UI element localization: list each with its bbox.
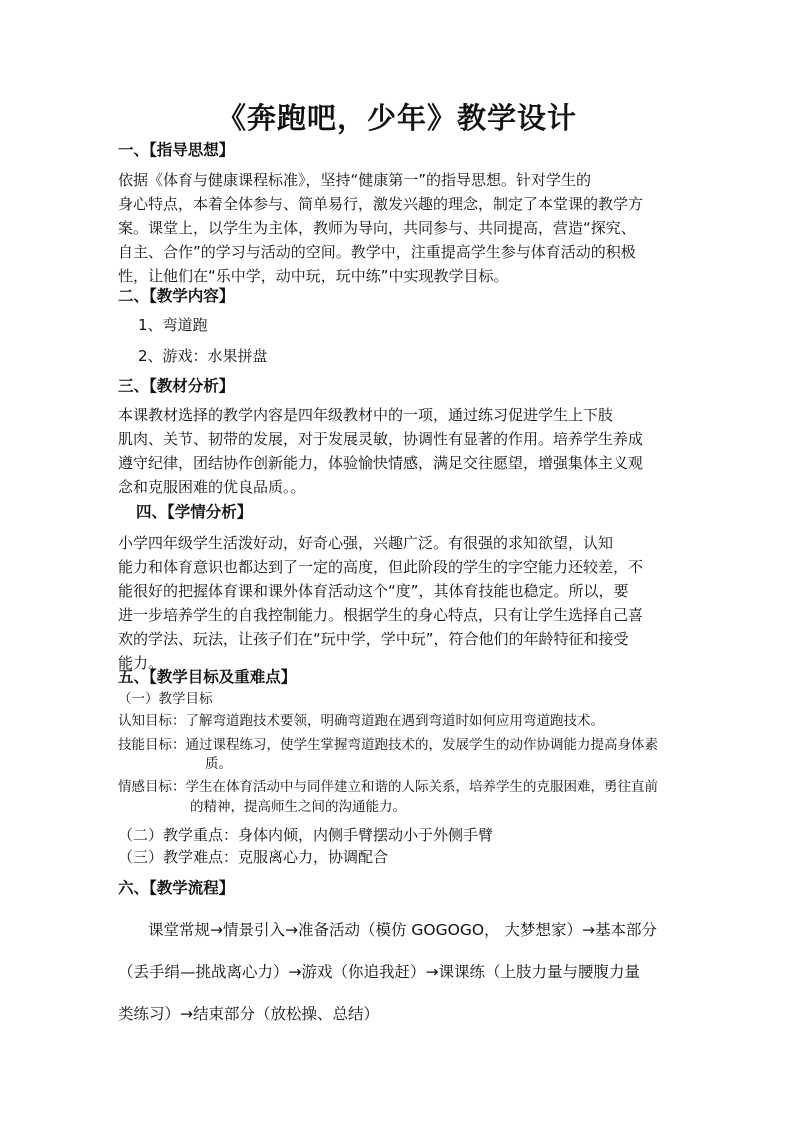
section-heading-guiding-ideology: 一、【指导思想】 (118, 141, 235, 159)
learner-analysis-paragraph (118, 531, 678, 675)
skill-goal-continued: 质。 (205, 756, 232, 772)
section-heading-objectives: 五、【教学目标及重难点】 (118, 668, 297, 686)
teaching-difficulty: （三）教学难点：克服离心力，协调配合 (118, 848, 389, 866)
section-heading-teaching-process: 六、【教学流程】 (118, 879, 235, 897)
section-heading-material-analysis: 三、【教材分析】 (118, 377, 235, 395)
section-heading-learner-analysis: 四、【学情分析】 (136, 503, 253, 521)
paragraph-line: 肌肉、关节、韧带的发展，对于发展灵敏，协调性有显著的作用。培养学生养成 (118, 430, 644, 448)
process-line: （丢手绢—挑战离心力）→游戏（你追我赶）→课课练（上肢力量与腰腹力量 (118, 963, 640, 981)
emotional-goal: 情感目标：学生在体育活动中与同伴建立和谐的人际关系，培养学生的克服困难，勇往直前 (118, 779, 658, 795)
paragraph-line: 依据《体育与健康课程标准》，坚持“健康第一”的指导思想。针对学生的 (118, 171, 592, 189)
process-line: 课堂常规→情景引入→准备活动（模仿 GOGOGO， 大梦想家）→基本部分 (148, 921, 657, 939)
emotional-goal-continued: 的精神，提高师生之间的沟通能力。 (190, 799, 406, 815)
cognitive-goal: 认知目标：了解弯道跑技术要领，明确弯道跑在遇到弯道时如何应用弯道跑技术。 (118, 713, 604, 729)
paragraph-line: 能力和体育意识也都达到了一定的高度，但此阶段的学生的字空能力还较差，不 (118, 558, 644, 576)
paragraph-line: 小学四年级学生活泼好动，好奇心强，兴趣广泛。有很强的求知欲望，认知 (118, 534, 614, 552)
objectives-subheading: （一）教学目标 (118, 691, 213, 707)
paragraph-line: 自主、合作”的学习与活动的空间。教学中，注重提高学生参与体育活动的积极 (118, 243, 636, 261)
paragraph-line: 念和克服困难的优良品质。。 (118, 478, 306, 496)
document-title: 《奔跑吧，少年》教学设计 (216, 101, 577, 135)
paragraph-line: 案。课堂上，以学生为主体，教师为导向，共同参与、共同提高，营造“探究、 (118, 219, 636, 237)
paragraph-line: 能力。 (118, 654, 164, 672)
skill-goal: 技能目标：通过课程练习，使学生掌握弯道跑技术的，发展学生的动作协调能力提高身体素 (118, 737, 658, 753)
process-line: 类练习）→结束部分（放松操、总结） (118, 1005, 379, 1023)
paragraph-line: 欢的学法、玩法，让孩子们在“玩中学，学中玩”，符合他们的年龄特征和接受 (118, 630, 629, 648)
paragraph-line: 进一步培养学生的自我控制能力。根据学生的身心特点，只有让学生选择自己喜 (118, 606, 644, 624)
guiding-ideology-paragraph (118, 168, 678, 288)
paragraph-line: 遵守纪律，团结协作创新能力，体验愉快情感，满足交往愿望，增强集体主义观 (118, 454, 644, 472)
content-item: 2、游戏：水果拼盘 (138, 347, 268, 365)
teaching-key-point: （二）教学重点：身体内倾，内侧手臂摆动小于外侧手臂 (118, 826, 494, 844)
paragraph-line: 能很好的把握体育课和课外体育活动这个“度”，其体育技能也稳定。所以，要 (118, 582, 629, 600)
section-heading-teaching-content: 二、【教学内容】 (118, 287, 235, 305)
content-item: 1、弯道跑 (138, 316, 208, 334)
material-analysis-paragraph (118, 403, 678, 499)
paragraph-line: 本课教材选择的教学内容是四年级教材中的一项，通过练习促进学生上下肢 (118, 406, 614, 424)
paragraph-line: 性，让他们在“乐中学，动中玩，玩中练”中实现教学目标。 (118, 267, 509, 285)
paragraph-line: 身心特点，本着全体参与、简单易行，激发兴趣的理念，制定了本堂课的教学方 (118, 195, 644, 213)
